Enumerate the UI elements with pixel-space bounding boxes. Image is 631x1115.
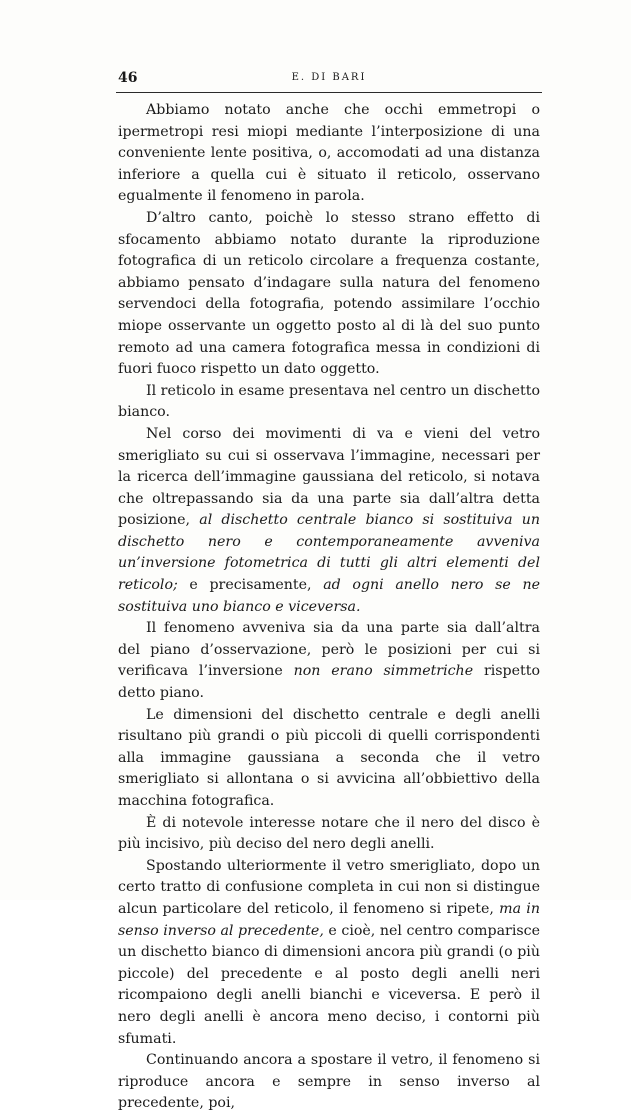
text-run: Il fenomeno avveniva sia da una parte sia dall’altra del piano d’osservazione, però le posizioni per cui si verificava l’inversione xyxy=(118,620,540,680)
italic-run: al dischetto centrale bianco si sostituiva un dischetto nero e contemporaneamente avveniva un’inversione fotometrica di tutti gli altri elementi del reticolo; xyxy=(118,512,540,594)
text-run: Continuando ancora a spostare il vetro, il fenomeno si riproduce ancora e sempre in senso inverso al precedente, poi, xyxy=(118,1052,540,1112)
italic-run: ma in senso inverso al precedente, xyxy=(118,900,540,939)
header-rule xyxy=(116,92,542,93)
paragraph xyxy=(118,381,540,424)
text-run: e cioè, nel centro comparisce un dischetto bianco di dimensioni ancora più grandi (o più piccole) del precedente e al posto degli anelli neri ricompaiono degli anelli bianchi e viceversa. E però il nero degli anelli è ancora meno deciso, i contorni più sfumati. xyxy=(118,922,540,1047)
text-run: D’altro canto, poichè lo stesso strano effetto di sfocamento abbiamo notato durante la riproduzione fotografica di un reticolo circolare a frequenza costante, abbiamo pensato d’indagare sulla natura del fenomeno servendoci della fotografia, potendo assimilare l’occhio miope osservante un oggetto posto al di là del suo punto remoto ad una camera fotografica messa in condizioni di fuori fuoco rispetto un dato oggetto. xyxy=(118,209,540,378)
text-run: Nel corso dei movimenti di va e vieni del vetro smerigliato su cui si osservava l’immagine, necessari per la ricerca dell’immagine gaussiana del reticolo, si notava che oltrepassando sia da una parte sia dall’altra detta posizione, xyxy=(118,425,540,529)
paragraph xyxy=(118,1050,540,1115)
paragraph xyxy=(118,856,540,1050)
italic-run: ad ogni anello nero se ne sostituiva uno bianco e viceversa. xyxy=(118,577,540,615)
running-title: E. DI BARI xyxy=(291,72,367,83)
paragraph xyxy=(118,813,540,856)
paragraph xyxy=(118,618,540,704)
italic-run: non erano simmetriche xyxy=(293,663,474,680)
text-run: Abbiamo notato anche che occhi emmetropi o ipermetropi resi miopi mediante l’interposizione di una conveniente lente positiva, o, accomodati ad una distanza inferiore a quella cui è situato il reticolo, osservano egualmente il fenomeno in parola. xyxy=(118,102,540,205)
text-run: Il reticolo in esame presentava nel centro un dischetto bianco. xyxy=(118,382,540,421)
text-run: Spostando ulteriormente il vetro smerigliato, dopo un certo tratto di confusione completa in cui non si distingue alcun particolare del reticolo, il fenomeno si ripete, xyxy=(118,857,540,917)
paragraph xyxy=(118,705,540,813)
paragraph xyxy=(118,424,540,618)
page-header xyxy=(118,70,540,90)
text-run: rispetto detto piano. xyxy=(118,663,540,702)
paragraph xyxy=(118,208,540,381)
text-run: Le dimensioni del dischetto centrale e degli anelli risultano più grandi o più piccoli di quelli corrispondenti alla immagine gaussiana a seconda che il vetro smerigliato si allontana o si avvicina all’obbiettivo della macchina fotografica. xyxy=(118,706,540,809)
text-run: È di notevole interesse notare che il nero del disco è più incisivo, più deciso del nero degli anelli. xyxy=(118,814,540,853)
text-run: e precisamente, xyxy=(177,577,324,594)
page-number: 46 xyxy=(118,70,138,86)
body-text xyxy=(118,100,540,1115)
paragraph xyxy=(118,100,540,208)
